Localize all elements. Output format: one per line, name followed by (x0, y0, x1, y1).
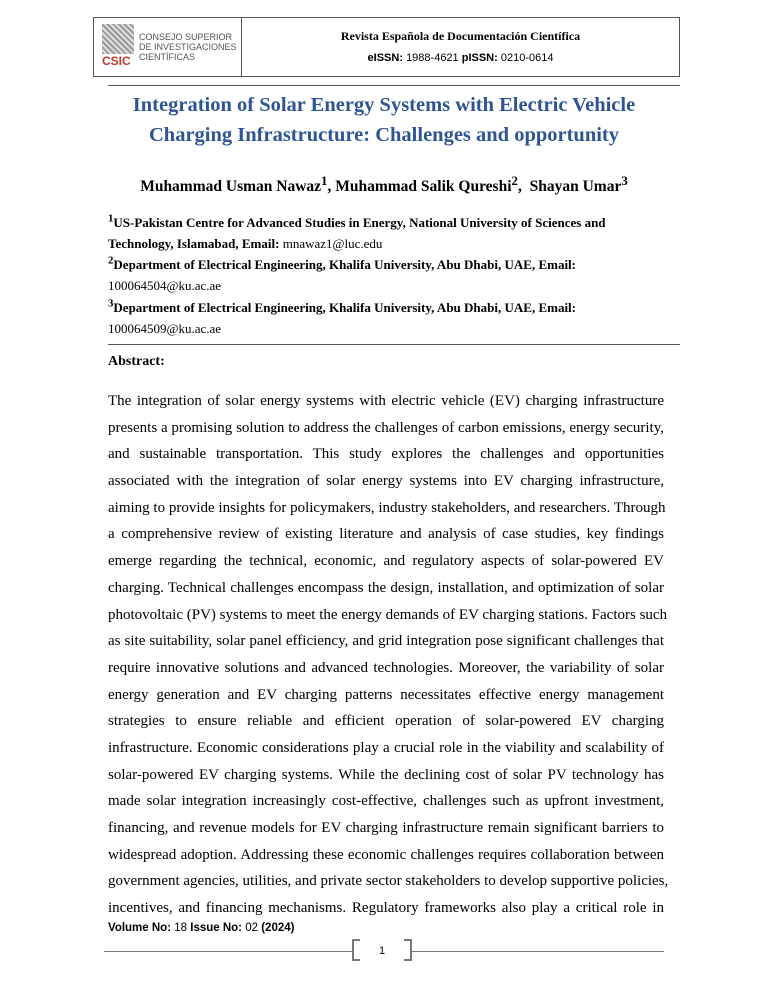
abstract-line: and sustainable transportation. This study explores the challenges and opportunities (108, 446, 664, 463)
abstract-line: photovoltaic (PV) systems to meet the energy demands of EV charging stations. Factors such (108, 606, 668, 623)
journal-name: Revista Española de Documentación Científica (340, 29, 581, 43)
volume-info: Volume No: 18 Issue No: 02 (2024) (108, 922, 295, 934)
abstract-line: incentives, and financing mechanisms. Regulatory frameworks also play a critical role in (108, 900, 664, 917)
journal-header (93, 17, 680, 77)
abstract-line: made solar integration increasingly cost-effective, challenges such as upfront investment, (108, 793, 664, 810)
abstract-line: presents a promising solution to address the challenges of carbon emissions, energy security, (108, 419, 664, 436)
abstract-line: energy generation and EV charging patterns necessitates effective energy management (108, 686, 664, 703)
tree-logo-icon (102, 24, 134, 70)
bracket-right (404, 939, 412, 961)
abstract-body (108, 388, 669, 922)
abstract-line: government agencies, utilities, and private sector stakeholders to develop supportive policies, (108, 873, 669, 890)
abstract-line: solar-powered EV charging systems. While the declining cost of solar PV technology has (108, 766, 664, 783)
abstract-line: as site suitability, solar panel efficiency, and grid integration pose significant challenges that (108, 633, 664, 650)
title-line-1: Integration of Solar Energy Systems with Electric Vehicle (132, 94, 636, 116)
abstract-line: infrastructure. Economic considerations play a crucial role in the viability and scalability of (108, 739, 664, 756)
page-number: 1 (378, 945, 386, 957)
divider (108, 85, 680, 86)
abstract-line: The integration of solar energy systems with electric vehicle (EV) charging infrastructure (108, 393, 664, 409)
footer-rule-left (104, 951, 352, 952)
abstract-line: strategies to ensure reliable and efficient operation of solar-powered EV charging (108, 713, 664, 730)
org-name: CONSEJO SUPERIOR DE INVESTIGACIONES CIENTÍFICAS (139, 32, 237, 62)
abstract-line: aiming to provide insights for policymakers, industry stakeholders, and researchers. Through (108, 499, 666, 516)
title-line-2: Charging Infrastructure: Challenges and opportunity (148, 124, 620, 146)
abstract-line: charging. Technical challenges encompass the design, installation, and optimization of solar (108, 579, 664, 596)
authors: Muhammad Usman Nawaz$^1$, Muhammad Salik Qureshi$^2$, Shayan Umar$^3$ (140, 173, 628, 196)
divider (108, 344, 680, 345)
footer-rule-right (412, 951, 664, 952)
affiliation-1: $^1$US-Pakistan Centre for Advanced Studies in Energy, National University of Sciences and Technology, Islamabad, Email: mnawaz1@luc.edu (108, 213, 606, 252)
affiliation-2: $^2$Department of Electrical Engineering, Khalifa University, Abu Dhabi, UAE, Email: 100064504@ku.ac.ae (108, 255, 576, 294)
issn-line: eISSN: 1988-4621 pISSN: 0210-0614 (367, 52, 554, 64)
logo-acronym: CSIC (102, 54, 131, 68)
abstract-line: require innovative solutions and advanced technologies. Moreover, the variability of solar (108, 659, 664, 676)
abstract-line: associated with the integration of solar energy systems into EV charging infrastructure, (108, 473, 664, 490)
abstract-line: financing, and revenue models for EV charging infrastructure remain significant barriers to (108, 820, 664, 836)
abstract-heading: Abstract: (108, 354, 165, 369)
affiliation-3: $^3$Department of Electrical Engineering, Khalifa University, Abu Dhabi, UAE, Email: 100064509@ku.ac.ae (108, 298, 576, 337)
csic-logo (94, 18, 242, 76)
abstract-line: widespread adoption. Addressing these economic challenges requires collaboration between (108, 846, 664, 863)
abstract-line: a comprehensive review of existing literature and analysis of case studies, key findings (108, 526, 664, 543)
abstract-line: emerge regarding the technical, economic, and regulatory aspects of solar-powered EV (108, 553, 664, 570)
